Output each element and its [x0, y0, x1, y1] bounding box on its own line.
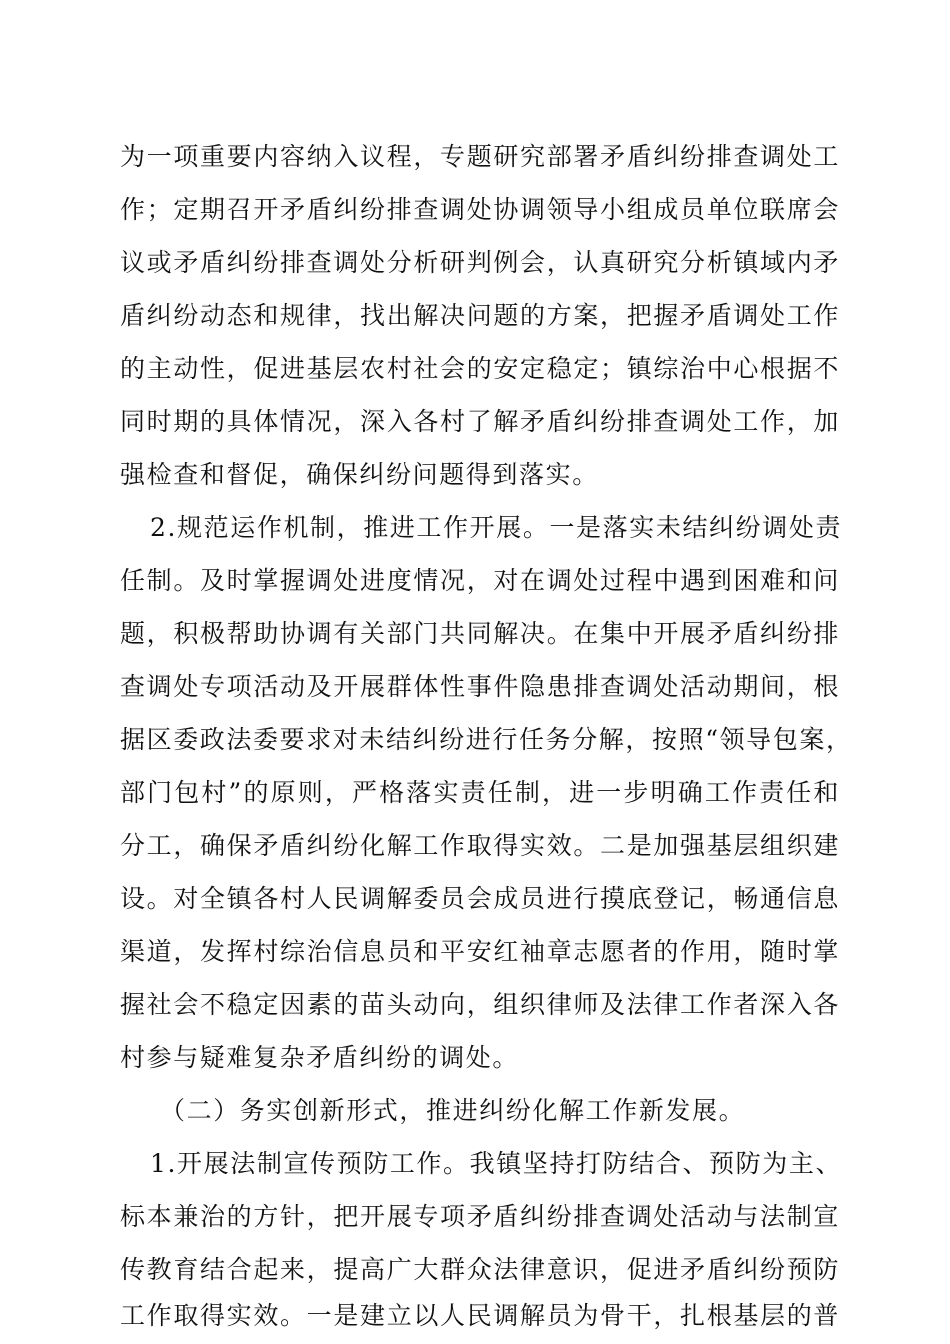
- paragraph-line-10: 题，积极帮助协调有关部门共同解决。在集中开展矛盾纠纷排: [120, 619, 840, 648]
- paragraph-line-5: 的主动性，促进基层农村社会的安定稳定；镇综治中心根据不: [120, 354, 840, 383]
- paragraph-line-23: 工作取得实效。一是建立以人民调解员为骨干，扎根基层的普: [120, 1301, 840, 1330]
- paragraph-line-22: 传教育结合起来，提高广大群众法律意识，促进矛盾纠纷预防: [120, 1255, 840, 1284]
- paragraph-line-21: 标本兼治的方针，把开展专项矛盾纠纷排查调处活动与法制宣: [120, 1202, 840, 1231]
- paragraph-line-17: 握社会不稳定因素的苗头动向，组织律师及法律工作者深入各: [120, 990, 840, 1019]
- paragraph-line-16: 渠道，发挥村综治信息员和平安红袖章志愿者的作用，随时掌: [120, 937, 840, 966]
- paragraph-line-7: 强检查和督促，确保纠纷问题得到落实。: [120, 460, 599, 489]
- paragraph-line-13: 部门包村”的原则，严格落实责任制，进一步明确工作责任和: [120, 778, 840, 807]
- paragraph-line-8: 2.规范运作机制，推进工作开展。一是落实未结纠纷调处责: [150, 513, 843, 542]
- paragraph-line-4: 盾纠纷动态和规律，找出解决问题的方案，把握矛盾调处工作: [120, 301, 840, 330]
- paragraph-line-6: 同时期的具体情况，深入各村了解矛盾纠纷排查调处工作，加: [120, 407, 840, 436]
- paragraph-line-15: 设。对全镇各村人民调解委员会成员进行摸底登记，畅通信息: [120, 884, 840, 913]
- paragraph-line-9: 任制。及时掌握调处进度情况，对在调处过程中遇到困难和问: [120, 566, 840, 595]
- paragraph-line-14: 分工，确保矛盾纠纷化解工作取得实效。二是加强基层组织建: [120, 831, 840, 860]
- paragraph-line-1: 为一项重要内容纳入议程，专题研究部署矛盾纠纷排查调处工: [120, 142, 840, 171]
- paragraph-line-12: 据区委政法委要求对未结纠纷进行任务分解，按照“领导包案，: [120, 725, 853, 754]
- paragraph-line-11: 查调处专项活动及开展群体性事件隐患排查调处活动期间，根: [120, 672, 840, 701]
- paragraph-line-18: 村参与疑难复杂矛盾纠纷的调处。: [120, 1043, 520, 1072]
- paragraph-line-20: 1.开展法制宣传预防工作。我镇坚持打防结合、预防为主、: [150, 1149, 843, 1178]
- section-heading: （二）务实创新形式，推进纠纷化解工作新发展。: [160, 1096, 746, 1125]
- paragraph-line-2: 作；定期召开矛盾纠纷排查调处协调领导小组成员单位联席会: [120, 195, 840, 224]
- paragraph-line-3: 议或矛盾纠纷排查调处分析研判例会，认真研究分析镇域内矛: [120, 248, 840, 277]
